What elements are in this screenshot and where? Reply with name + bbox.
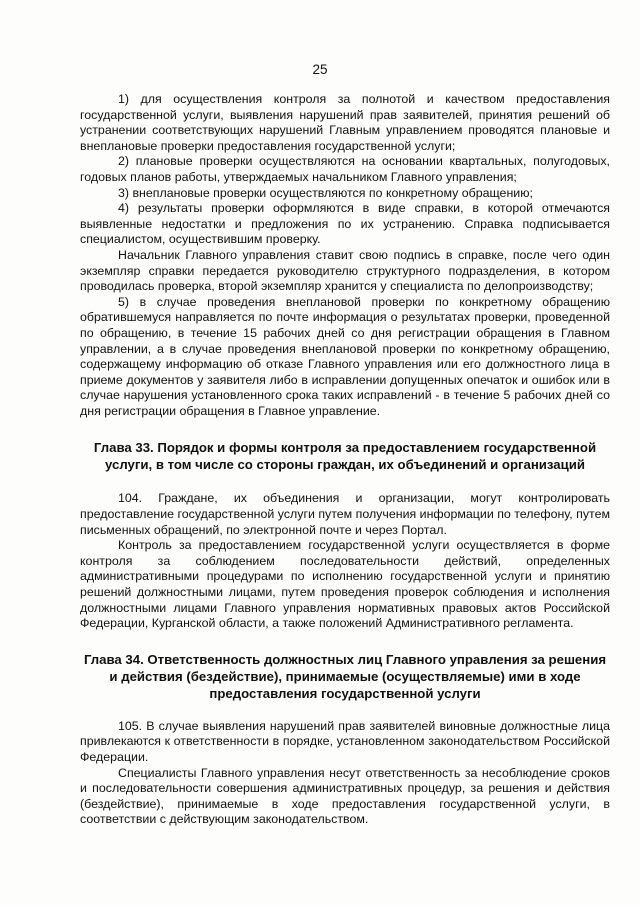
- paragraph: 1) для осуществления контроля за полнотой и качеством предоставления государственной услуги, выявления нарушений прав заявителей, принятия решений об устранении соответствующих нарушений Главным управлением проводятся плановые и внеплановые проверки предоставления государственной услуги;: [80, 92, 610, 153]
- chapter-34-heading: Глава 34. Ответственность должностных лиц Главного управления за решения и действия (бездействие), принимаемые (осуществляемые) ими в ходе предоставления государственной услуги: [83, 651, 607, 701]
- page-number: 25: [312, 62, 328, 77]
- paragraph: 4) результаты проверки оформляются в виде справки, в которой отмечаются выявленные недостатки и предложения по их устранению. Справка подписывается специалистом, осуществившим проверку.: [80, 201, 610, 247]
- chapter-33-heading: Глава 33. Порядок и формы контроля за предоставлением государственной услуги, в том числе со стороны граждан, их объединений и организаций: [93, 440, 597, 473]
- paragraph: 3) внеплановые проверки осуществляются по конкретному обращению;: [118, 185, 533, 200]
- paragraph: 2) плановые проверки осуществляются на основании квартальных, полугодовых, годовых планов работы, утверждаемых начальником Главного управления;: [80, 154, 610, 184]
- paragraph: Специалисты Главного управления несут ответственность за несоблюдение сроков и последовательности совершения административных процедур, за решения и действия (бездействие), принимаемые в ходе предоставления государственной услуги, в соответствии с действующим законодательством.: [80, 765, 610, 827]
- document-body: [80, 92, 610, 828]
- paragraph: Начальник Главного управления ставит свою подпись в справке, после чего один экземпляр справки передается руководителю структурного подразделения, в котором проводилась проверка, второй экземпляр хранится у специалиста по делопроизводству;: [80, 247, 610, 294]
- paragraph: 105. В случае выявления нарушений прав заявителей виновные должностные лица привлекаются к ответственности в порядке, установленном законодательством Российской Федерации.: [80, 718, 610, 764]
- paragraph: 5) в случае проведения внеплановой проверки по конкретному обращению обратившемуся направляется по почте информация о результатах проверки, проведенной по обращению, в течение 15 рабочих дней со дня регистрации обращения в Главном управлении, а в случае проведения внеплановой проверки по конкретному обращению, содержащему информацию об отказе Главного управления или его должностного лица в приеме документов у заявителя либо в исправлении допущенных опечаток и ошибок или в случае нарушения установленного срока таких исправлений - в течение 5 рабочих дней со дня регистрации обращения в Главное управление.: [80, 294, 610, 418]
- paragraph: 104. Граждане, их объединения и организации, могут контролировать предоставление государственной услуги путем получения информации по телефону, путем письменных обращений, по электронной почте и через Портал.: [80, 491, 610, 537]
- paragraph: Контроль за предоставлением государственной услуги осуществляется в форме контроля за соблюдением последовательности действий, определенных административными процедурами по исполнению государственной услуги и принятию решений должностными лицами, путем проведения проверок соблюдения и исполнения должностными лицами Главного управления нормативных правовых актов Российской Федерации, Курганской области, а также положений Административного регламента.: [80, 538, 610, 631]
